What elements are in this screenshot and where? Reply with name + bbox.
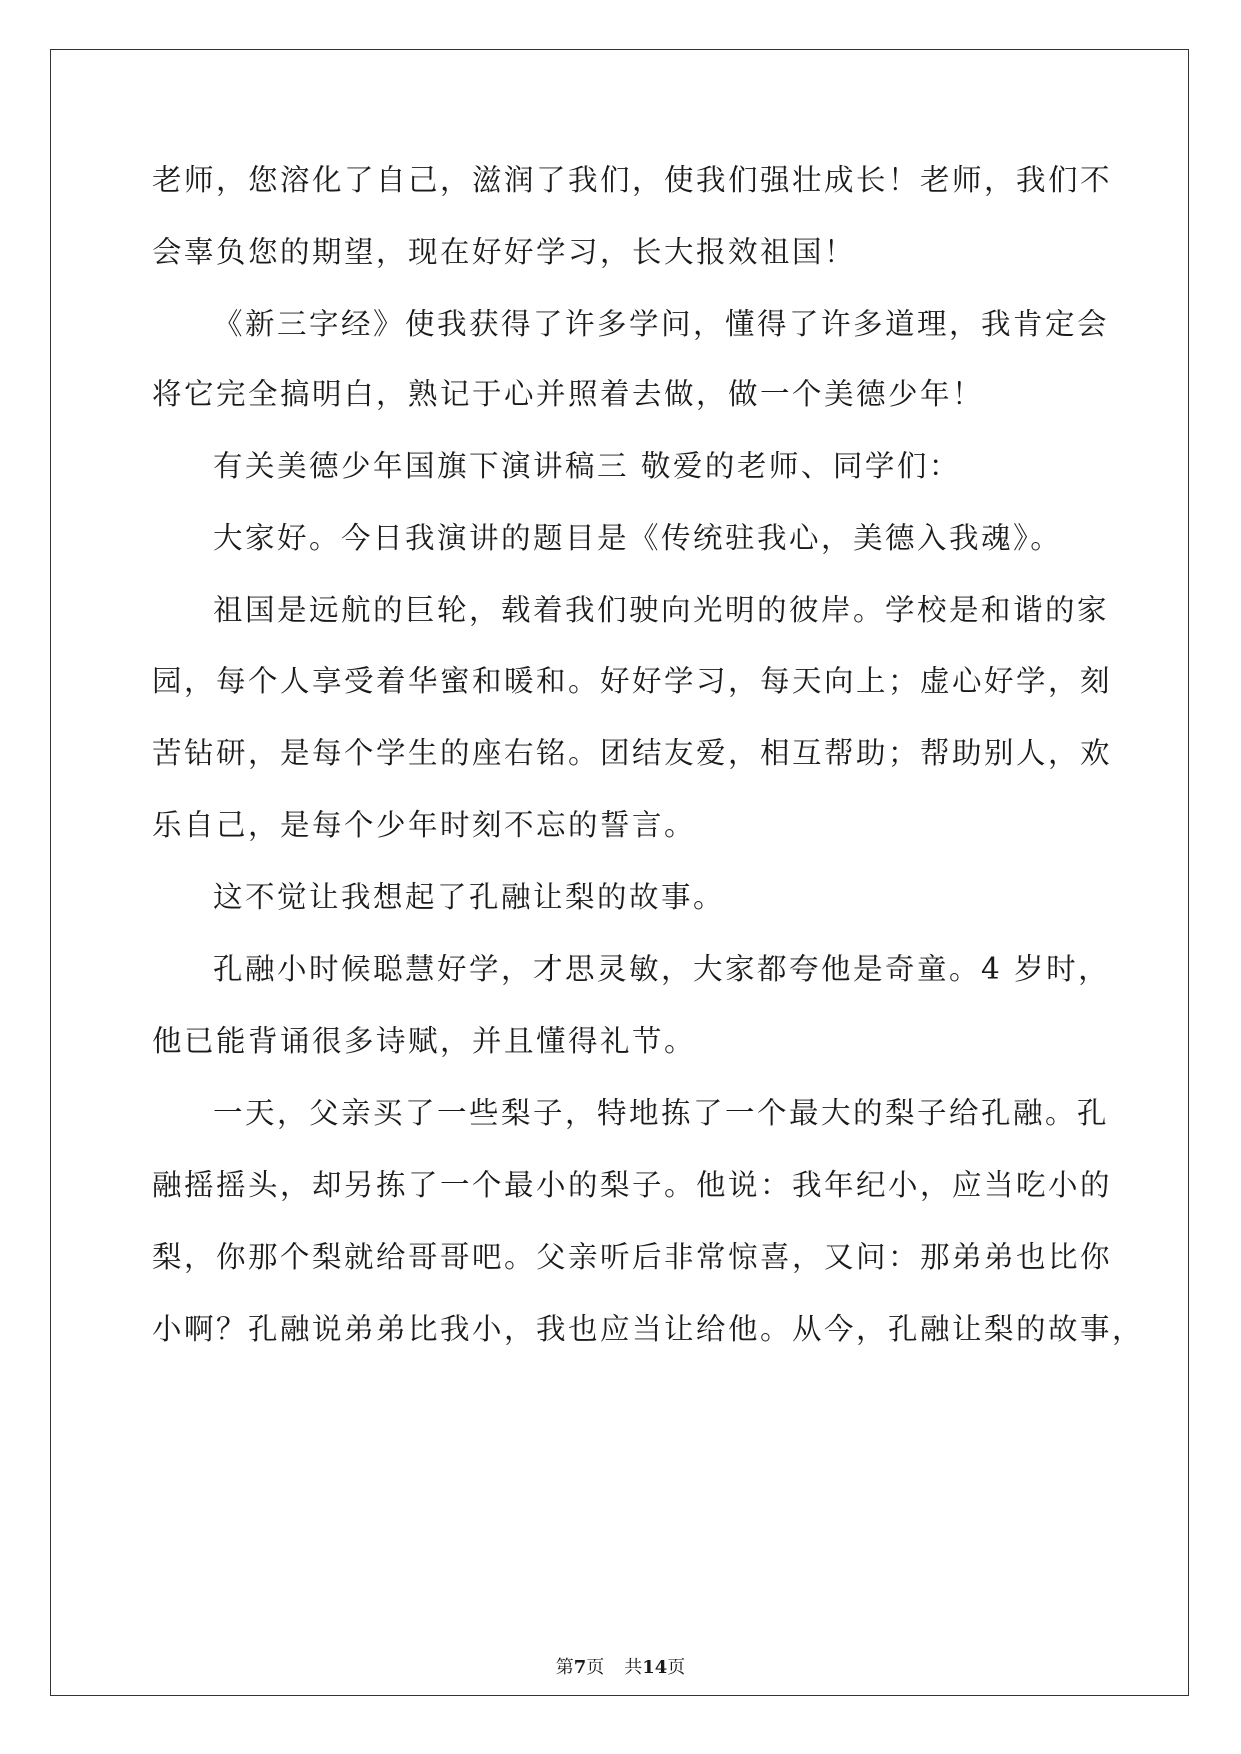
- paragraph-start-line: 这不觉让我想起了孔融让梨的故事。: [213, 880, 726, 914]
- paragraph-start-line: 祖国是远航的巨轮，载着我们驶向光明的彼岸。学校是和谐的家: [213, 593, 1110, 627]
- paragraph-start-line: 一天，父亲买了一些梨子，特地拣了一个最大的梨子给孔融。孔: [213, 1096, 1110, 1130]
- page-total: 共14页: [624, 1657, 686, 1678]
- paragraph-start-line: 《新三字经》使我获得了许多学问，懂得了许多道理，我肯定会: [213, 307, 1110, 341]
- text-line: 将它完全搞明白，熟记于心并照着去做，做一个美德少年！: [152, 377, 985, 411]
- text-line: 乐自己，是每个少年时刻不忘的誓言。: [152, 808, 697, 842]
- text-line: 梨，你那个梨就给哥哥吧。父亲听后非常惊喜，又问：那弟弟也比你: [152, 1240, 1113, 1274]
- text-line: 会辜负您的期望，现在好好学习，长大报效祖国！: [152, 235, 857, 269]
- text-line: 苦钻研，是每个学生的座右铭。团结友爱，相互帮助；帮助别人，欢: [152, 736, 1113, 770]
- text-line: 小啊？孔融说弟弟比我小，我也应当让给他。从今，孔融让梨的故事，: [152, 1312, 1145, 1346]
- text-line: 老师，您溶化了自己，滋润了我们，使我们强壮成长！老师，我们不: [152, 163, 1113, 197]
- text-line: 园，每个人享受着华蜜和暖和。好好学习，每天向上；虚心好学，刻: [152, 664, 1113, 698]
- section-heading-line: 有关美德少年国旗下演讲稿三 敬爱的老师、同学们：: [213, 449, 961, 483]
- page-number: 第7页: [555, 1657, 605, 1678]
- text-line: 融摇摇头，却另拣了一个最小的梨子。他说：我年纪小，应当吃小的: [152, 1168, 1113, 1202]
- paragraph-start-line: 大家好。今日我演讲的题目是《传统驻我心，美德入我魂》。: [213, 521, 1063, 555]
- page-border: [50, 49, 1189, 1696]
- text-line: 他已能背诵很多诗赋，并且懂得礼节。: [152, 1024, 697, 1058]
- paragraph-start-line: 孔融小时候聪慧好学，才思灵敏，大家都夸他是奇童。4 岁时，: [213, 952, 1111, 986]
- page-footer: [0, 1653, 1241, 1679]
